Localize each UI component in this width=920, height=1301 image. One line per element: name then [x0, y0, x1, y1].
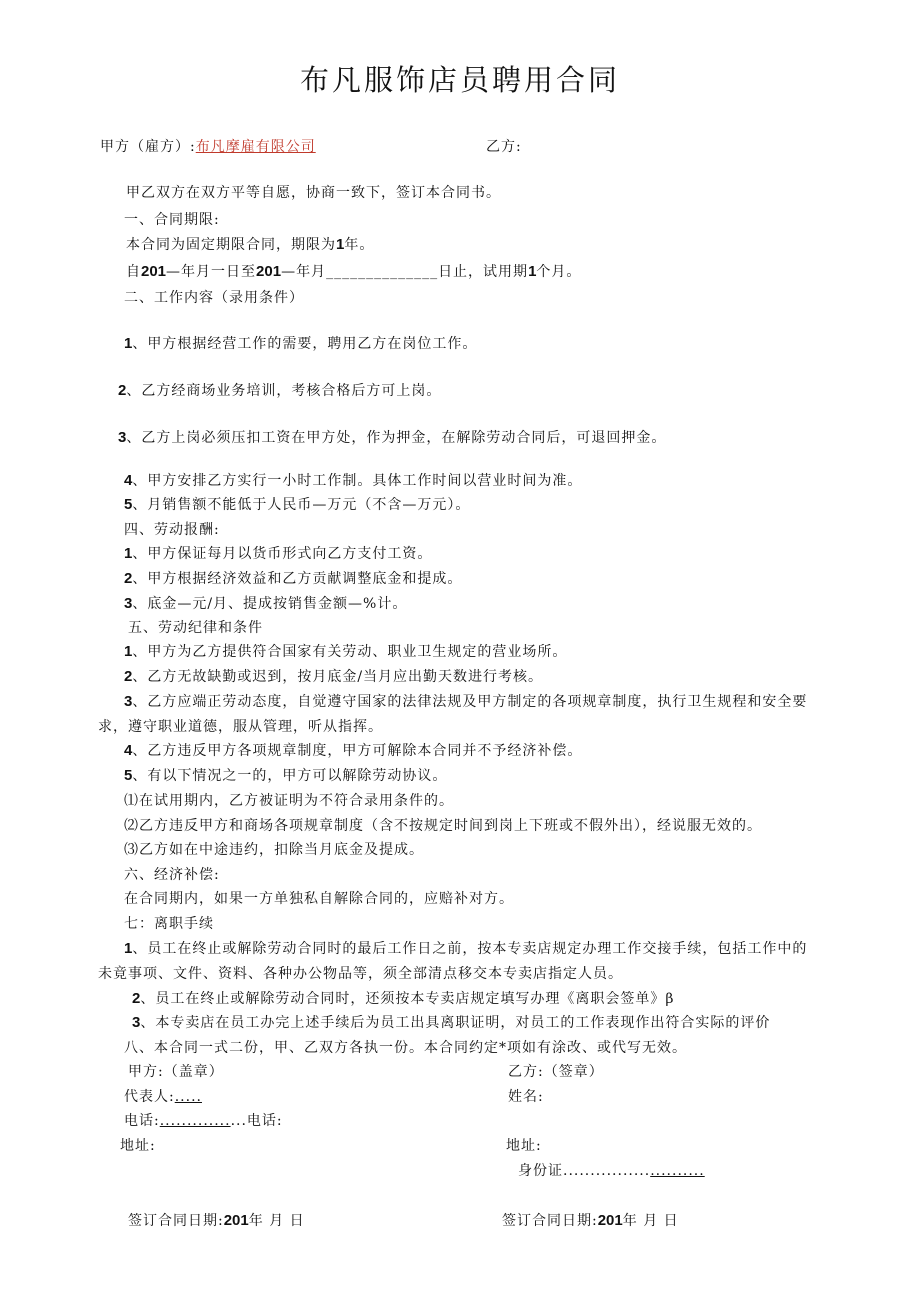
party-b-label: 乙方: — [486, 139, 522, 155]
section-6-item-1: 在合同期内，如果一方单独私自解除合同的，应赔补对方。 — [124, 891, 514, 907]
text: 自 — [126, 264, 141, 280]
id-label: 身份证 — [518, 1163, 563, 1179]
section-5-sub-2: ⑵乙方违反甲方和商场各项规章制度（含不按规定时间到岗上下班或不假外出），经说服无效的。 — [124, 818, 762, 834]
number: 3 — [132, 1014, 141, 1031]
section-6-heading: 六、经济补偿: — [124, 867, 220, 883]
number: 5 — [124, 767, 133, 784]
section-5-item-2 — [124, 666, 543, 686]
number: 2 — [124, 570, 133, 587]
number: 3 — [124, 595, 133, 612]
text: 、乙方应端正劳动态度，自觉遵守国家的法律法规及甲方制定的各项规章制度，执行卫生规程和安全要 — [132, 694, 808, 710]
section-2-item-4 — [124, 470, 582, 490]
number: 3 — [118, 429, 127, 446]
intro-text: 甲乙双方在双方平等自愿，协商一致下，签订本合同书。 — [126, 185, 501, 201]
number: 201 — [256, 263, 282, 280]
party-a-value: 布凡摩雇有限公司 — [195, 139, 316, 155]
number: 1 — [124, 643, 133, 660]
text: —年月一日至 — [166, 264, 257, 280]
section-4-heading: 四、劳动报酬: — [124, 522, 220, 538]
section-2-item-5 — [124, 494, 470, 514]
section-7-item-3 — [132, 1012, 770, 1032]
text: 年。 — [344, 237, 375, 253]
section-1-line-2 — [126, 261, 581, 281]
text: 个月。 — [536, 264, 582, 280]
section-7-item-1 — [124, 938, 807, 958]
number: 5 — [124, 496, 133, 513]
section-4-item-3 — [124, 593, 407, 613]
number: 2 — [118, 382, 127, 399]
section-5-heading: 五、劳动纪律和条件 — [128, 620, 263, 636]
id-line — [518, 1160, 705, 1180]
text: 、甲方安排乙方实行一小时工作制。具体工作时间以营业时间为准。 — [132, 473, 583, 489]
section-7-item-2 — [132, 988, 674, 1008]
text: 、员工在终止或解除劳动合同时，还须按本专卖店规定填写办理《离职会签单》β — [140, 991, 675, 1007]
number: 4 — [124, 742, 133, 759]
text: 、员工在终止或解除劳动合同时的最后工作日之前，按本专卖店规定办理工作交接手续，包括工作中的 — [132, 941, 808, 957]
text: 、乙方无故缺勤或迟到，按月底金/当月应出勤天数进行考核。 — [132, 669, 544, 685]
text: 、甲方根据经济效益和乙方贡献调整底金和提成。 — [132, 571, 463, 587]
phone-line — [124, 1110, 283, 1130]
text: 、甲方根据经营工作的需要，聘用乙方在岗位工作。 — [132, 336, 478, 352]
section-5-sub-1: ⑴在试用期内，乙方被证明为不符合录用条件的。 — [124, 793, 454, 809]
party-a-label: 甲方（雇方）: — [100, 139, 196, 155]
date-label: 签订合同日期: — [502, 1213, 598, 1229]
sign-a-label: 甲方:（盖章） — [128, 1064, 224, 1080]
date-year: 201 — [597, 1212, 623, 1229]
section-2-item-1 — [124, 333, 477, 353]
text: 、乙方违反甲方各项规章制度，甲方可解除本合同并不予经济补偿。 — [132, 743, 583, 759]
name-label: 姓名: — [508, 1089, 544, 1105]
section-1-line-1 — [126, 234, 374, 254]
text: 、甲方保证每月以货币形式向乙方支付工资。 — [132, 546, 433, 562]
sign-date-b — [502, 1210, 679, 1230]
number: 1 — [124, 940, 133, 957]
address-a-label: 地址: — [120, 1138, 156, 1154]
section-8-text: 八、本合同一式二份，甲、乙双方各执一份。本合同约定*项如有涂改、或代写无效。 — [124, 1040, 687, 1056]
date-rest: 年 月 日 — [248, 1213, 305, 1229]
section-7-item-1-cont: 未竟事项、文件、资料、各种办公物品等，须全部清点移交本专卖店指定人员。 — [98, 966, 623, 982]
number: 2 — [124, 668, 133, 685]
blank-line: ______________ — [326, 264, 439, 280]
number: 1 — [528, 263, 537, 280]
section-5-item-3 — [124, 691, 807, 711]
phone-label-2: ...电话: — [230, 1113, 283, 1129]
text: 、乙方经商场业务培训，考核合格后方可上岗。 — [126, 383, 442, 399]
text: 、本专卖店在员工办完上述手续后为员工出具离职证明，对员工的工作表现作出符合实际的评价 — [140, 1015, 771, 1031]
text: 、有以下情况之一的，甲方可以解除劳动协议。 — [132, 768, 448, 784]
sign-b-label: 乙方:（签章） — [508, 1064, 604, 1080]
representative-blank: ..... — [174, 1089, 202, 1105]
phone-label: 电话: — [124, 1113, 160, 1129]
section-1-heading: 一、合同期限: — [124, 212, 220, 228]
id-blank: .......... — [650, 1163, 705, 1179]
text: 、底金—元/月、提成按销售金额—%计。 — [132, 596, 408, 612]
section-2-item-2 — [118, 380, 441, 400]
address-b-label: 地址: — [506, 1138, 542, 1154]
section-4-item-2 — [124, 568, 462, 588]
section-4-item-1 — [124, 543, 432, 563]
id-dots: ................ — [563, 1163, 651, 1179]
number: 201 — [141, 263, 167, 280]
section-5-item-1 — [124, 641, 567, 661]
section-5-item-3-cont: 求，遵守职业道德，服从管理，听从指挥。 — [98, 719, 383, 735]
representative-label: 代表人: — [124, 1089, 175, 1105]
date-label: 签订合同日期: — [128, 1213, 224, 1229]
section-2-item-3 — [118, 427, 666, 447]
number: 1 — [124, 545, 133, 562]
party-a-line — [100, 136, 316, 156]
phone-blank: ............. — [159, 1113, 231, 1129]
text: 、乙方上岗必须压扣工资在甲方处，作为押金，在解除劳动合同后，可退回押金。 — [126, 430, 667, 446]
number: 1 — [124, 335, 133, 352]
text: 、甲方为乙方提供符合国家有关劳动、职业卫生规定的营业场所。 — [132, 644, 568, 660]
section-7-heading: 七：离职手续 — [124, 916, 214, 932]
text: 、月销售额不能低于人民币—万元（不含—万元）。 — [132, 497, 471, 513]
text: 本合同为固定期限合同，期限为 — [126, 237, 336, 253]
section-5-item-5 — [124, 765, 447, 785]
number: 3 — [124, 693, 133, 710]
number: 1 — [336, 236, 345, 253]
number: 2 — [132, 990, 141, 1007]
section-2-heading: 二、工作内容（录用条件） — [124, 290, 304, 306]
section-5-item-4 — [124, 740, 582, 760]
date-year: 201 — [223, 1212, 249, 1229]
sign-date-a — [128, 1210, 305, 1230]
date-rest: 年 月 日 — [622, 1213, 679, 1229]
section-5-sub-3: ⑶乙方如在中途违约，扣除当月底金及提成。 — [124, 842, 424, 858]
representative-line — [124, 1086, 202, 1106]
text: —年月 — [281, 264, 327, 280]
number: 4 — [124, 472, 133, 489]
text: 日止，试用期 — [438, 264, 529, 280]
page-title: 布凡服饰店员聘用合同 — [299, 63, 620, 97]
